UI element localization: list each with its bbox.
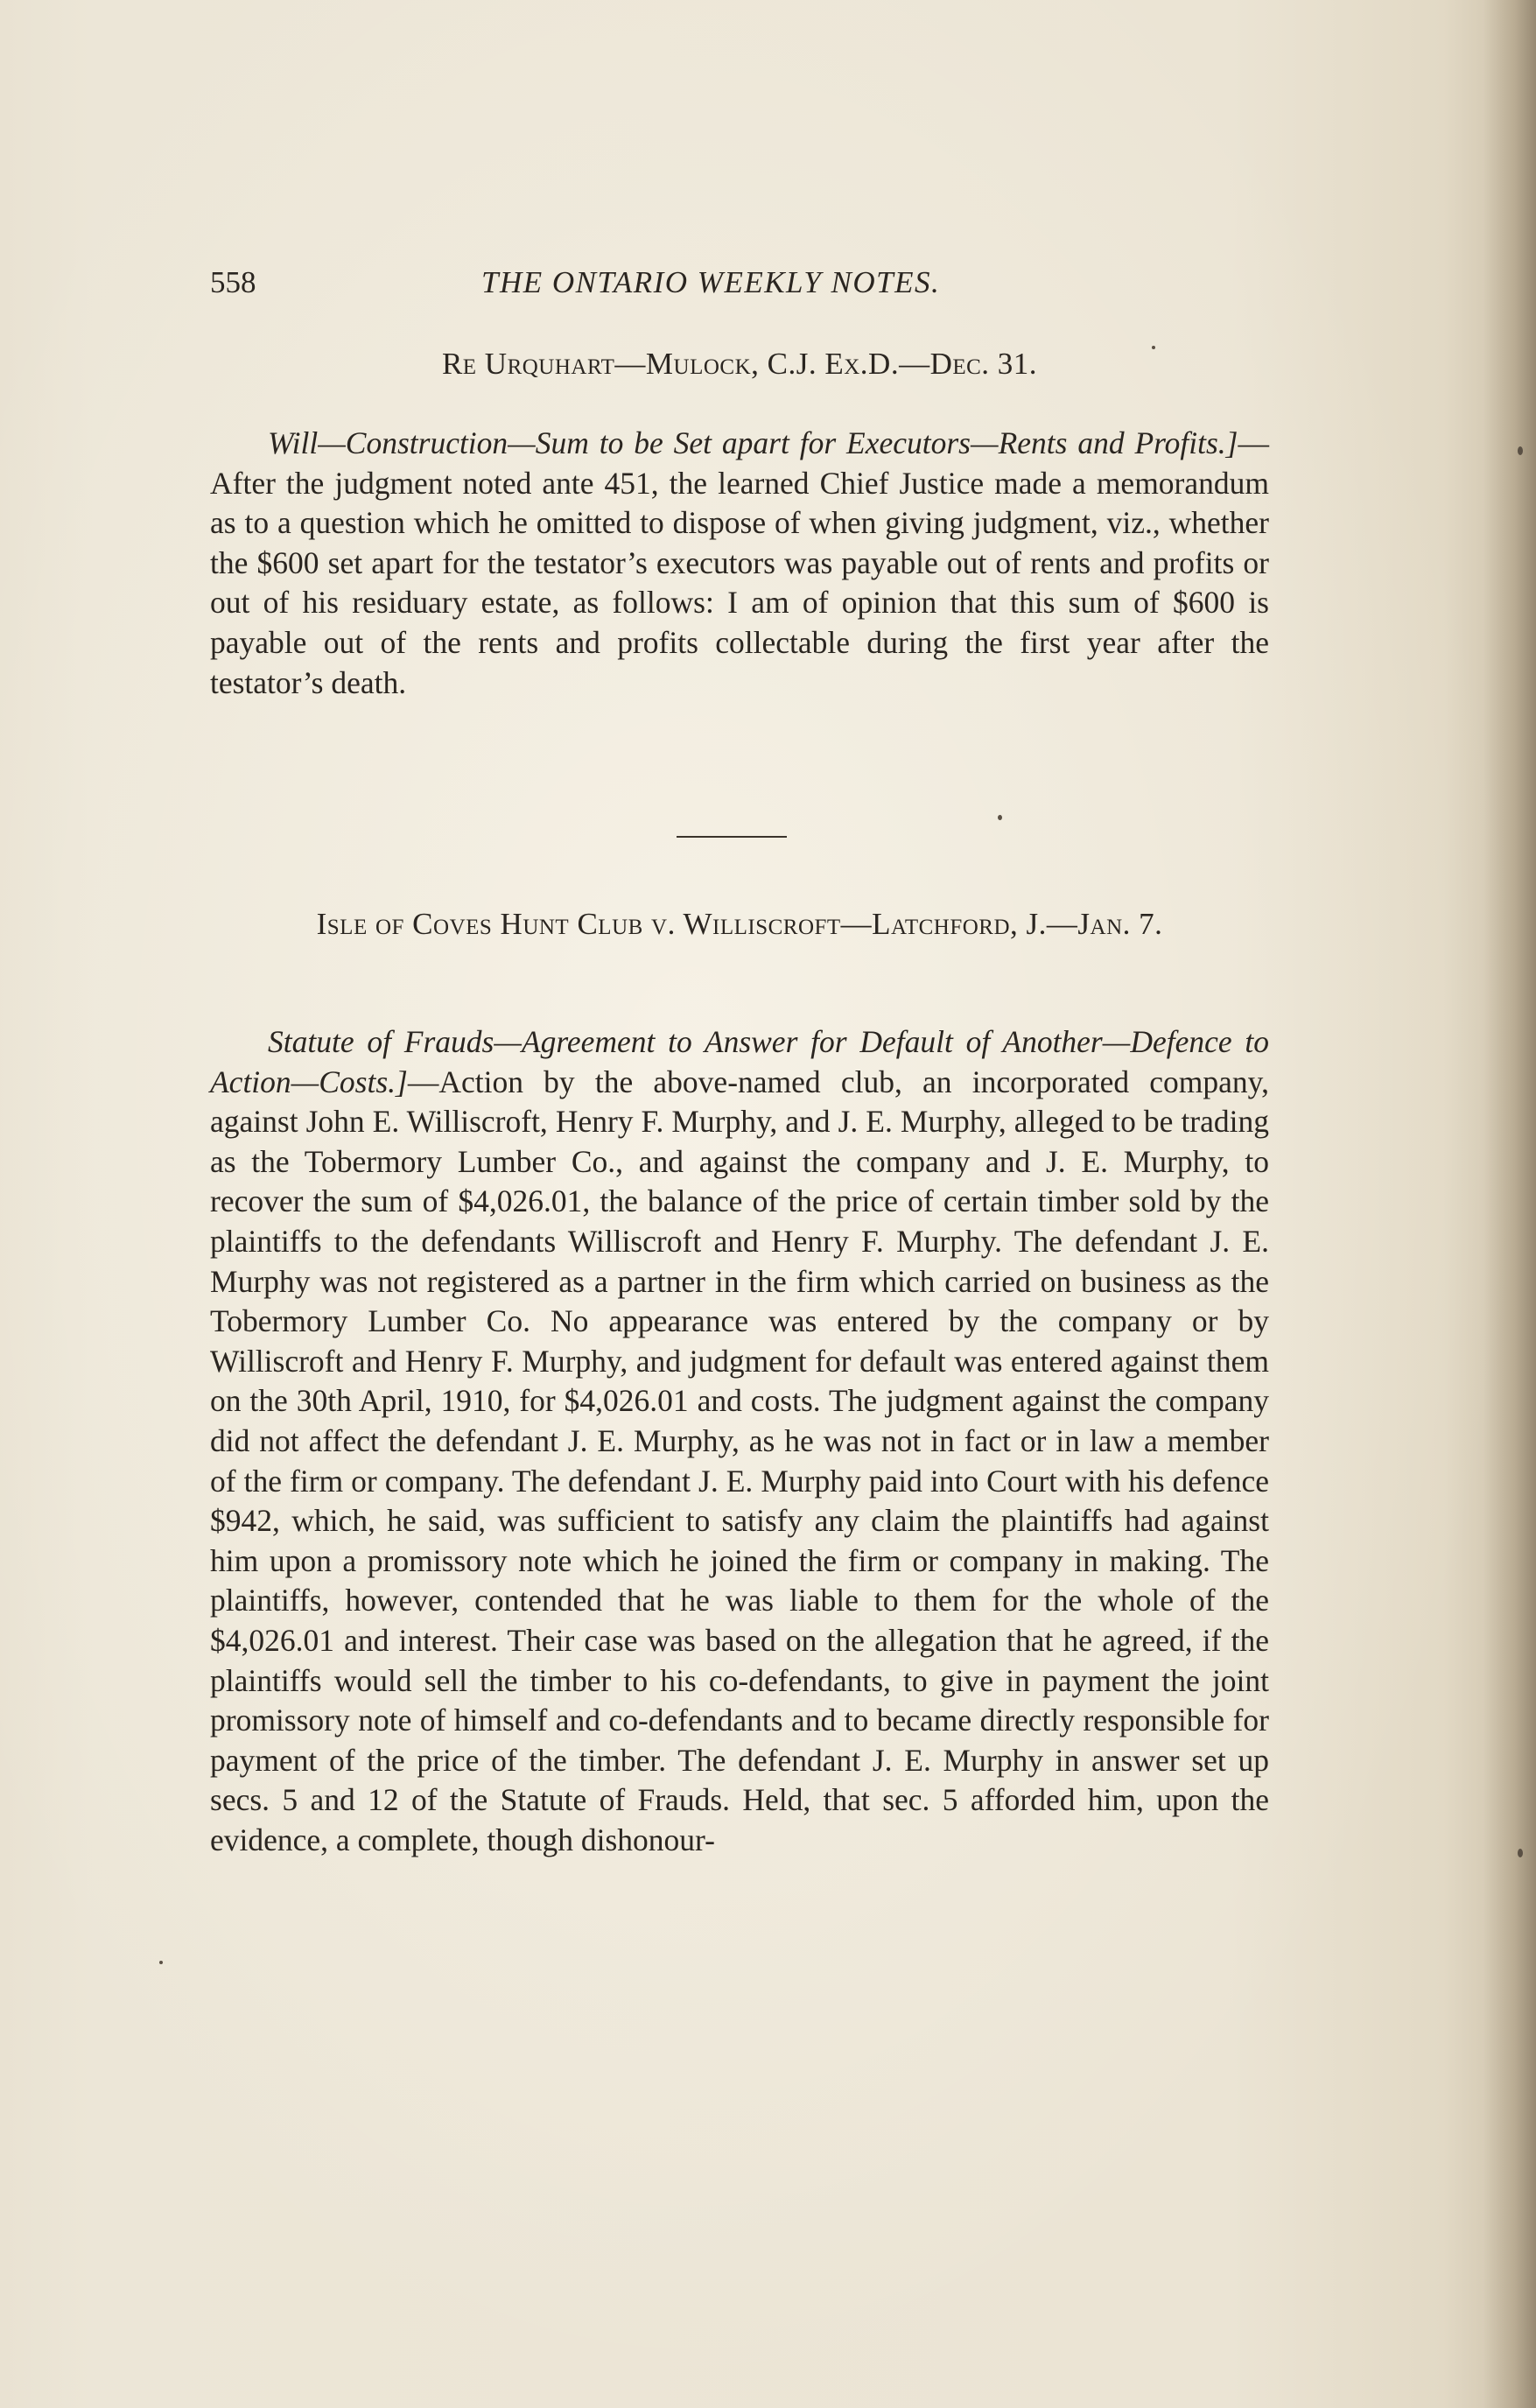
case-heading-re-urquhart: Re Urquhart—Mulock, C.J. Ex.D.—Dec. 31. <box>441 347 1038 381</box>
case-paragraph-re-urquhart <box>210 424 1269 703</box>
catchwords: Will—Construction—Sum to be Set apart for Executors—Rents and Profits.] <box>268 425 1238 460</box>
journal-title: THE ONTARIO WEEKLY NOTES. <box>481 265 941 299</box>
running-head <box>210 261 1269 305</box>
case-paragraph-isle-of-coves <box>210 1022 1269 1860</box>
paper-speck <box>1518 1849 1523 1857</box>
case-body-text: —Action by the above-named club, an incorporated company, against John E. Williscroft, Henry F. Murphy, and J. E. Murphy, alleged to be trading as the Tobermory Lumber Co., and against the company and J. E. Murphy, to recover the sum of $4,026.01, the balance of the price of certain timber sold by the plaintiffs to the defendants Williscroft and Henry F. Murphy. The defendant J. E. Murphy was not registered as a partner in the firm which carried on business as the Tobermory Lumber Co. No appearance was entered by the company or by Williscroft and Henry F. Murphy, and judgment for default was entered against them on the 30th April, 1910, for $4,026.01 and costs. The judgment against the company did not affect the defendant J. E. Murphy, as he was not in fact or in law a member of the firm or company. The defendant J. E. Murphy paid into Court with his defence $942, which, he said, was sufficient to satisfy any claim the plaintiffs had against him upon a promissory note which he joined the firm or company in making. The plaintiffs, however, contended that he was liable to them for the whole of the $4,026.01 and interest. Their case was based on the allegation that he agreed, if the plaintiffs would sell the timber to his co-defendants, to give in payment the joint promissory note of himself and co-defendants and to became directly responsible for payment of the price of the timber. The defendant J. E. Murphy in answer set up secs. 5 and 12 of the Statute of Frauds. Held, that sec. 5 afforded him, upon the evidence, a complete, though dishonour- <box>210 1064 1269 1857</box>
spine-shadow <box>1483 0 1536 2408</box>
paper-speck <box>159 1961 163 1964</box>
case-body-text: —After the judgment noted ante 451, the learned Chief Justice made a memorandum as to a question which he omitted to dispose of when giving judgment, viz., whether the $600 set apart for the testator’s executors was payable out of rents and profits or out of his residuary estate, as follows: I am of opinion that this sum of $600 is payable out of the rents and profits collectable during the first year after the testator’s death. <box>210 425 1269 700</box>
section-divider <box>677 836 787 838</box>
paper-speck <box>1518 446 1523 455</box>
catchwords: Statute of Frauds—Agreement to Answer for Default of Another—Defence to Action—Costs.] <box>210 1024 1269 1099</box>
paper-speck <box>998 815 1002 820</box>
paper-speck <box>1152 346 1155 349</box>
page-number: 558 <box>210 265 256 299</box>
case-heading-isle-of-coves: Isle of Coves Hunt Club v. Williscroft—Latchford, J.—Jan. 7. <box>316 907 1163 941</box>
